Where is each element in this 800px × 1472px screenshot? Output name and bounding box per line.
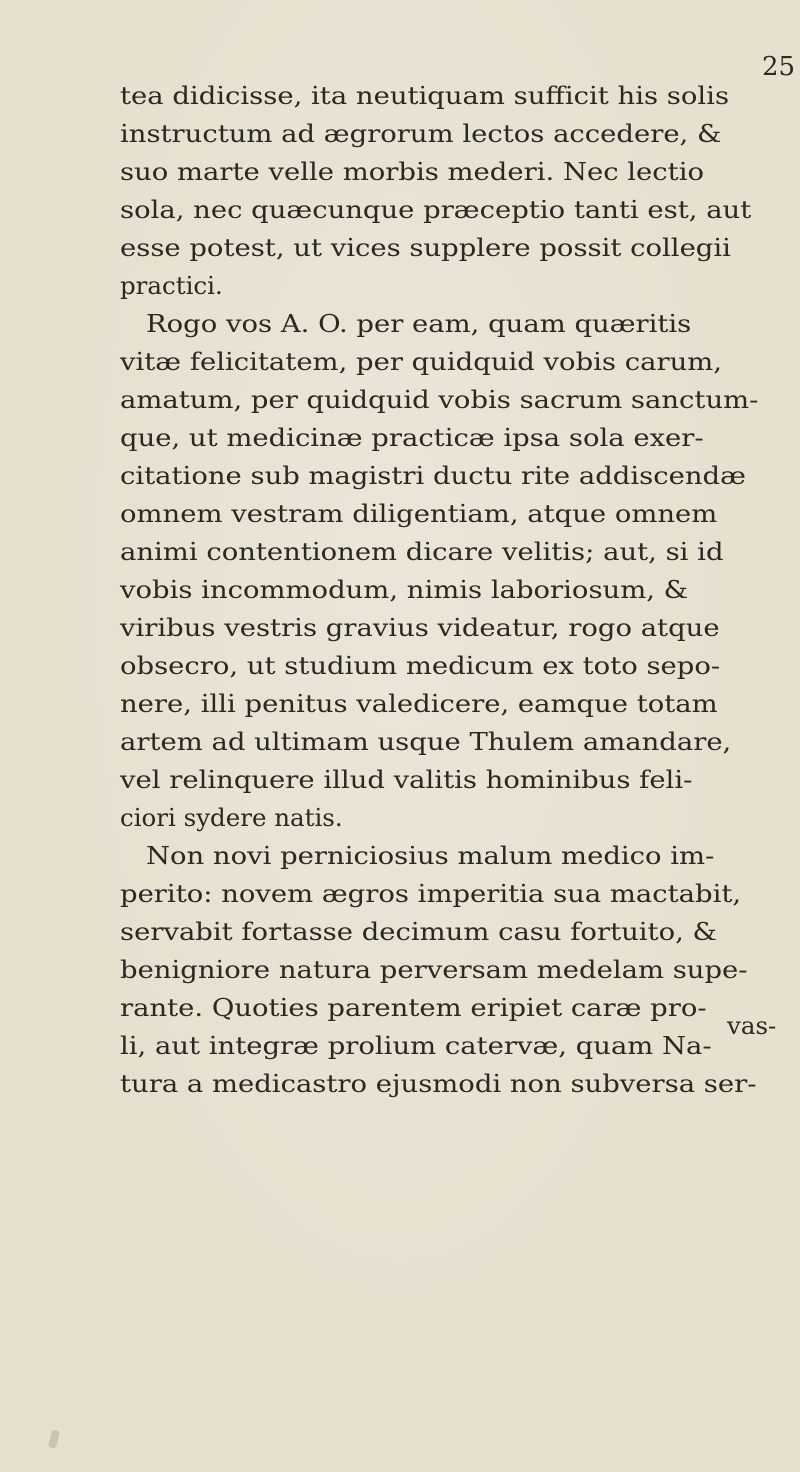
- text-line: que, ut medicinæ practicæ ipsa sola exer-: [120, 423, 704, 452]
- text-line: tea didicisse, ita neutiquam sufficit his solis: [120, 81, 730, 110]
- text-line: vel relinquere illud valitis hominibus feli-: [120, 765, 693, 794]
- text-line: nere, illi penitus valedicere, eamque totam: [120, 689, 718, 718]
- paper-smudge: [48, 1429, 60, 1448]
- text-line: instructum ad ægrorum lectos accedere, &: [120, 119, 722, 148]
- text-line: obsecro, ut studium medicum ex toto sepo-: [120, 651, 721, 680]
- text-line: li, aut integræ prolium catervæ, quam Na-: [120, 1031, 712, 1060]
- text-line: perito: novem ægros imperitia sua mactabit,: [120, 879, 742, 908]
- text-line: vobis incommodum, nimis laboriosum, &: [120, 575, 689, 604]
- text-line: servabit fortasse decimum casu fortuito, &: [120, 917, 717, 946]
- text-line: benigniore natura perversam medelam supe-: [120, 955, 748, 984]
- text-line: animi contentionem dicare velitis; aut, si id: [120, 537, 724, 566]
- text-line: omnem vestram diligentiam, atque omnem: [120, 499, 718, 528]
- catchword: vas-: [727, 1011, 777, 1040]
- text-line: rante. Quoties parentem eripiet caræ pro-: [120, 993, 707, 1022]
- text-line: suo marte velle morbis mederi. Nec lectio: [120, 157, 704, 186]
- text-line: tura a medicastro ejusmodi non subversa ser-: [120, 1069, 757, 1098]
- page-number: 25: [762, 52, 796, 82]
- text-line: practici.: [120, 271, 223, 300]
- text-line: sola, nec quæcunque præceptio tanti est, aut: [120, 195, 752, 224]
- paragraph-start-line: Non novi perniciosius malum medico im-: [146, 841, 715, 870]
- text-line: vitæ felicitatem, per quidquid vobis carum,: [120, 347, 722, 376]
- text-line: ciori sydere natis.: [120, 803, 343, 832]
- text-line: viribus vestris gravius videatur, rogo atque: [120, 613, 720, 642]
- text-line: amatum, per quidquid vobis sacrum sanctum-: [120, 385, 759, 414]
- text-line: esse potest, ut vices supplere possit collegii: [120, 233, 731, 262]
- text-line: artem ad ultimam usque Thulem amandare,: [120, 727, 732, 756]
- text-line: citatione sub magistri ductu rite addiscendæ: [120, 461, 746, 490]
- paragraph-start-line: Rogo vos A. O. per eam, quam quæritis: [146, 309, 692, 338]
